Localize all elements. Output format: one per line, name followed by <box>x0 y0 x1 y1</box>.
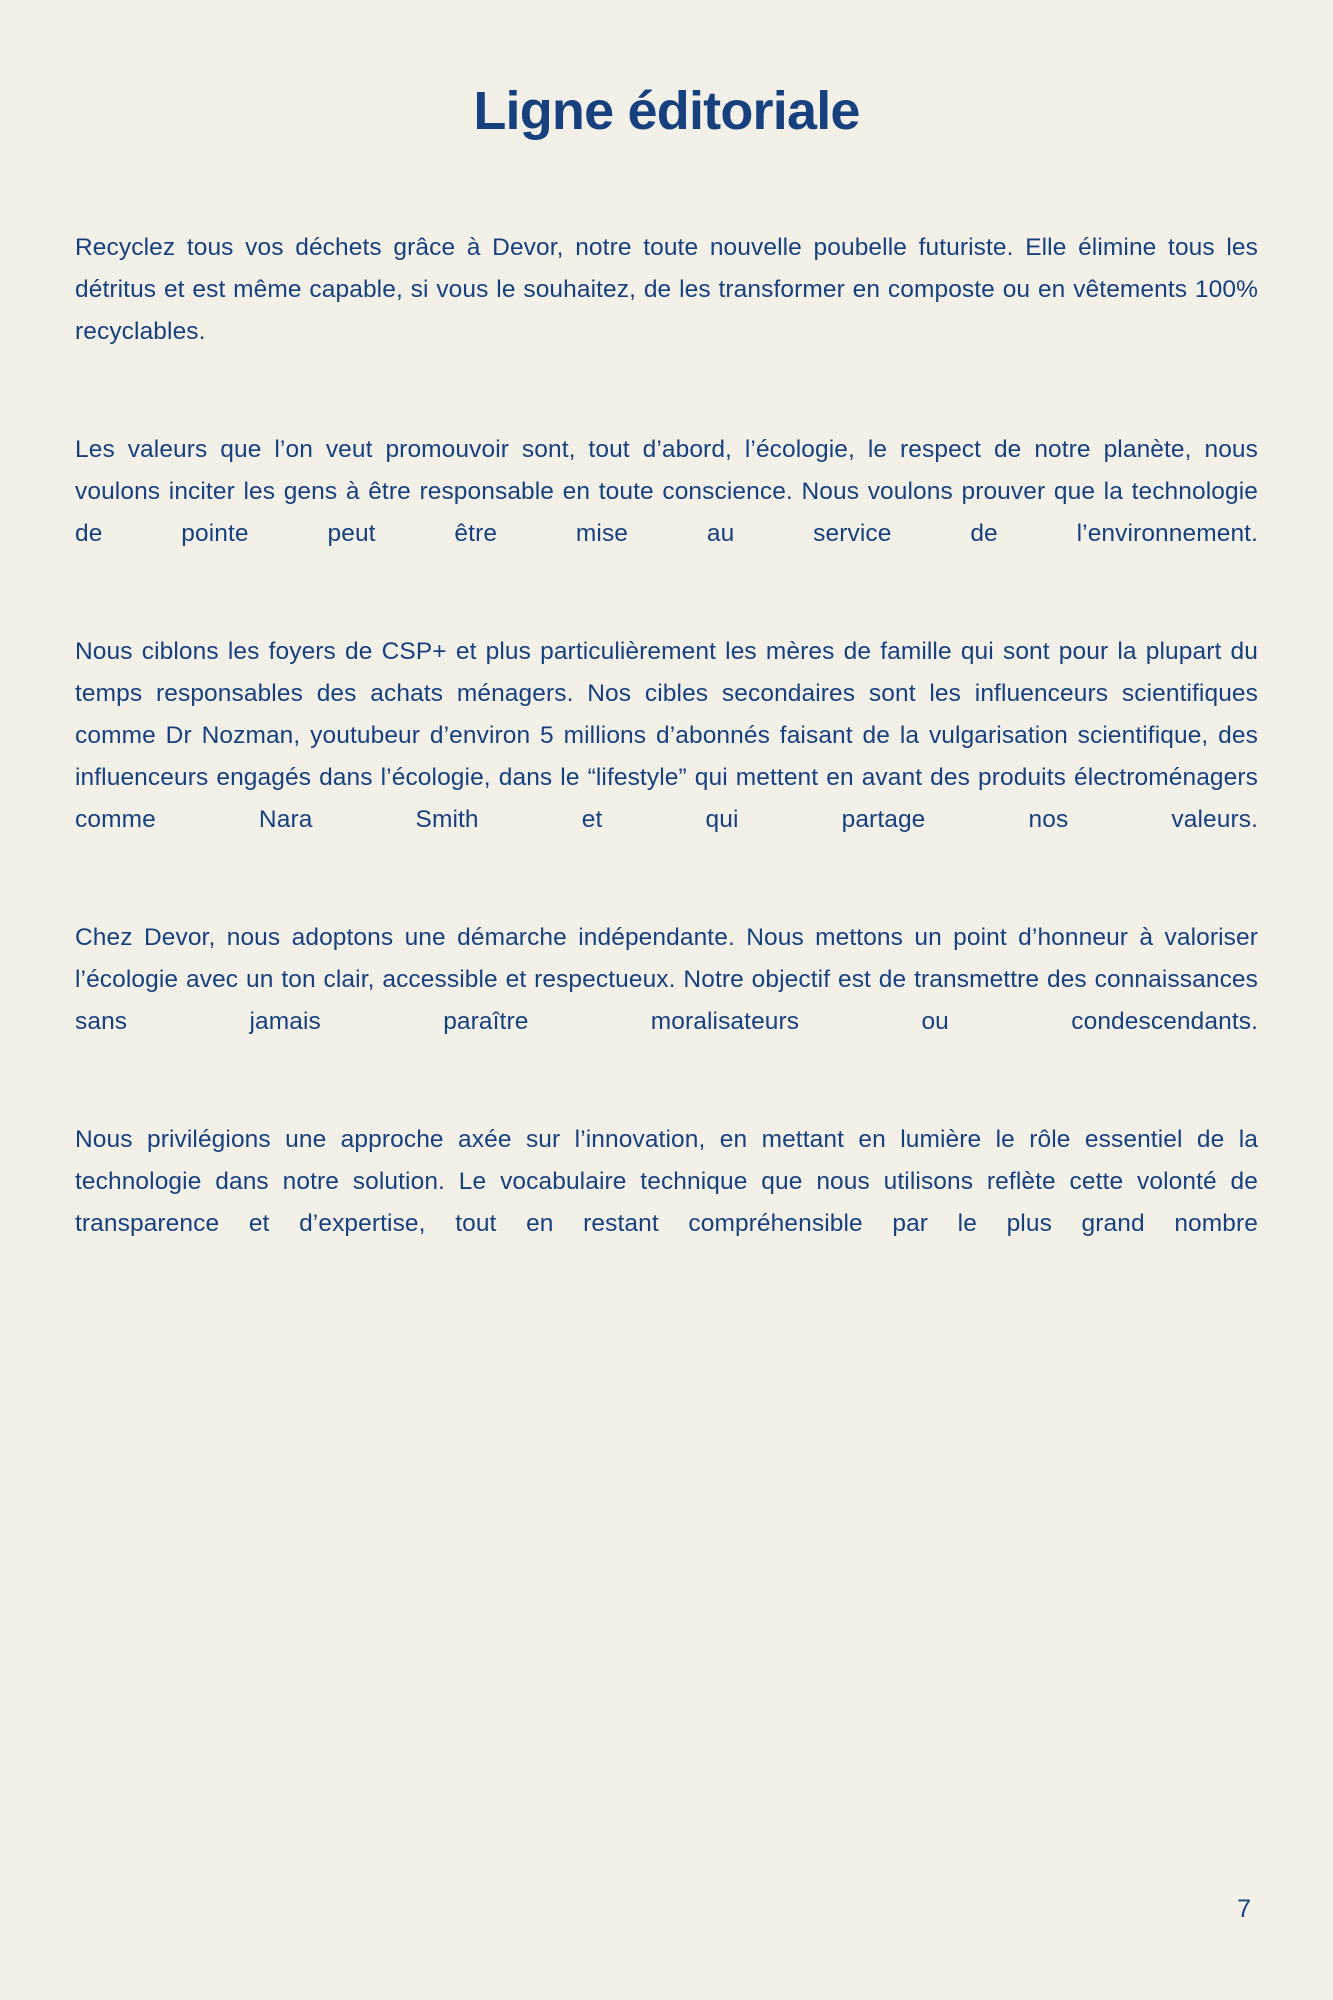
paragraph-2: Les valeurs que l’on veut promouvoir sont, tout d’abord, l’écologie, le respect de notre planète, nous voulons inciter les gens à être responsable en toute conscience. Nous voulons prouver que la technologie de pointe peut être mise au service de l’environnement. <box>75 436 1258 548</box>
paragraph-4: Chez Devor, nous adoptons une démarche indépendante. Nous mettons un point d’honneur à valoriser l’écologie avec un ton clair, accessible et respectueux. Notre objectif est de transmettre des connaissances sans jamais paraître moralisateurs ou condescendants. <box>75 924 1258 1036</box>
page-number: 7 <box>1237 1895 1251 1923</box>
body-content <box>0 227 1333 1287</box>
paragraph-3: Nous ciblons les foyers de CSP+ et plus particulièrement les mères de famille qui sont pour la plupart du temps responsables des achats ménagers. Nos cibles secondaires sont les influenceurs scientifiques comme Dr Nozman, youtubeur d’environ 5 millions d’abonnés faisant de la vulgarisation scientifique, des influenceurs engagés dans l’écologie, dans le “lifestyle” qui mettent en avant des produits électroménagers comme Nara Smith et qui partage nos valeurs. <box>75 638 1258 834</box>
paragraph-5: Nous privilégions une approche axée sur l’innovation, en mettant en lumière le rôle essentiel de la technologie dans notre solution. Le vocabulaire technique que nous utilisons reflète cette volonté de transparence et d’expertise, tout en restant compréhensible par le plus grand nombre <box>75 1126 1258 1238</box>
paragraph-1: Recyclez tous vos déchets grâce à Devor, notre toute nouvelle poubelle futuriste. Elle élimine tous les détritus et est même capable, si vous le souhaitez, de les transformer en composte ou en vêtements 100% recyclables. <box>75 234 1258 346</box>
page-title: Ligne éditoriale <box>473 81 860 141</box>
